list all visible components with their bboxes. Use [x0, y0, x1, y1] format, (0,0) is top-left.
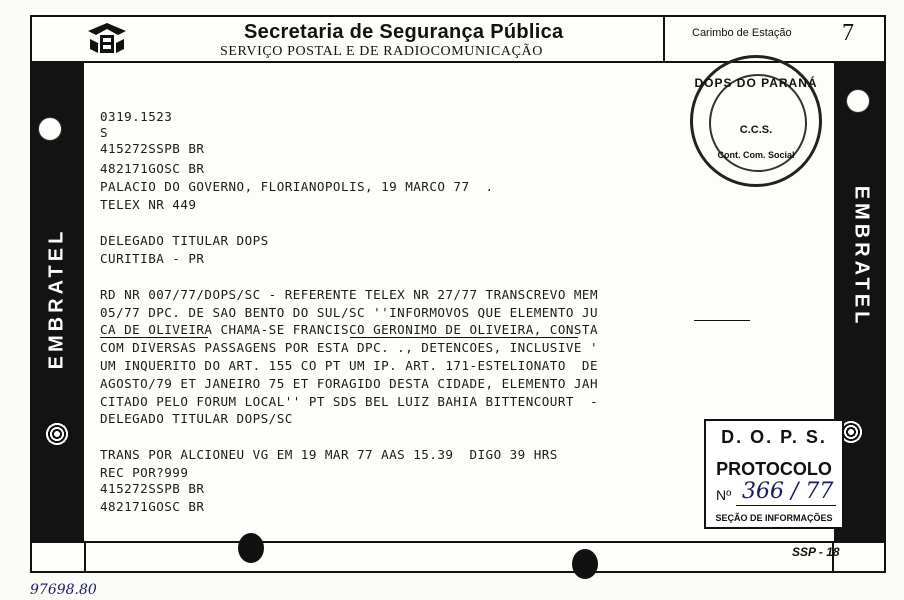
telex-line: DELEGADO TITULAR DOPS [100, 233, 269, 248]
protocolo-head: D. O. P. S. [721, 427, 827, 447]
punch-hole-icon [38, 117, 62, 141]
protocolo-number-line [736, 505, 836, 506]
telex-line: 05/77 DPC. DE SAO BENTO DO SUL/SC ''INFORMOVOS QUE ELEMENTO JU [100, 305, 598, 320]
telex-line: UM INQUERITO DO ART. 155 CO PT UM IP. ART. 171-ESTELIONATO DE [100, 358, 598, 373]
handwritten-reference: 97698.80 [30, 582, 97, 598]
seal-bottom-text: Cont. Com. Social [717, 150, 795, 160]
telex-line: 415272SSPB BR [100, 141, 205, 156]
protocolo-number: 366 / 77 [742, 479, 834, 504]
state-crest-icon [84, 21, 130, 57]
handwritten-underline [694, 320, 750, 321]
protocolo-title: PROTOCOLO [716, 459, 832, 479]
punch-mark-icon [572, 549, 598, 579]
telex-form [30, 15, 886, 573]
page-mark: 7 [842, 20, 854, 46]
telex-line: S [100, 125, 109, 140]
right-brand-label: EMBRATEL [850, 185, 873, 328]
telex-line: REC POR?999 [100, 465, 189, 480]
handwritten-underline [100, 337, 208, 338]
page-subtitle: SERVIÇO POSTAL E DE RADIOCOMUNICAÇÃO [220, 44, 543, 59]
telex-line: 0319.1523 [100, 109, 173, 124]
footer-divider [32, 541, 884, 543]
protocolo-stamp [704, 419, 844, 529]
seal-top-text: DOPS DO PARANÁ [694, 76, 818, 90]
telex-line: CITADO PELO FORUM LOCAL'' PT SDS BEL LUIZ BAHIA BITTENCOURT - [100, 394, 598, 409]
telex-line: CA DE OLIVEIRA CHAMA-SE FRANCISCO GERONIMO DE OLIVEIRA, CONSTA [100, 322, 598, 337]
station-stamp-box [663, 17, 827, 61]
left-brand-label: EMBRATEL [45, 227, 68, 370]
telex-line: CURITIBA - PR [100, 251, 205, 266]
protocolo-number-label: Nº [716, 487, 732, 503]
punch-hole-icon [846, 89, 870, 113]
telex-line: COM DIVERSAS PASSAGENS POR ESTA DPC. ., DETENCOES, INCLUSIVE ' [100, 340, 598, 355]
footer-column-divider [84, 541, 86, 573]
dops-seal-stamp [690, 55, 822, 187]
telex-line: 482171GOSC BR [100, 161, 205, 176]
form-code: SSP - 18 [792, 545, 840, 559]
telex-line: DELEGADO TITULAR DOPS/SC [100, 411, 293, 426]
handwritten-underline [350, 337, 578, 338]
telex-line: AGOSTO/79 ET JANEIRO 75 ET FORAGIDO DESTA CIDADE, ELEMENTO JAH [100, 376, 598, 391]
punch-mark-icon [238, 533, 264, 563]
telex-line: PALACIO DO GOVERNO, FLORIANOPOLIS, 19 MARCO 77 . [100, 179, 494, 194]
telex-line: TELEX NR 449 [100, 197, 197, 212]
telex-line: 415272SSPB BR [100, 481, 205, 496]
telex-line: RD NR 007/77/DOPS/SC - REFERENTE TELEX NR 27/77 TRANSCREVO MEM [100, 287, 598, 302]
seal-middle-text: C.C.S. [739, 124, 773, 136]
protocolo-footer: SEÇÃO DE INFORMAÇÕES [715, 513, 833, 523]
station-stamp-label: Carimbo de Estação [692, 27, 792, 39]
telex-line: TRANS POR ALCIONEU VG EM 19 MAR 77 AAS 15.39 DIGO 39 HRS [100, 447, 558, 462]
telex-line: 482171GOSC BR [100, 499, 205, 514]
page-title: Secretaria de Segurança Pública [244, 21, 564, 43]
registration-target-icon [44, 421, 70, 447]
